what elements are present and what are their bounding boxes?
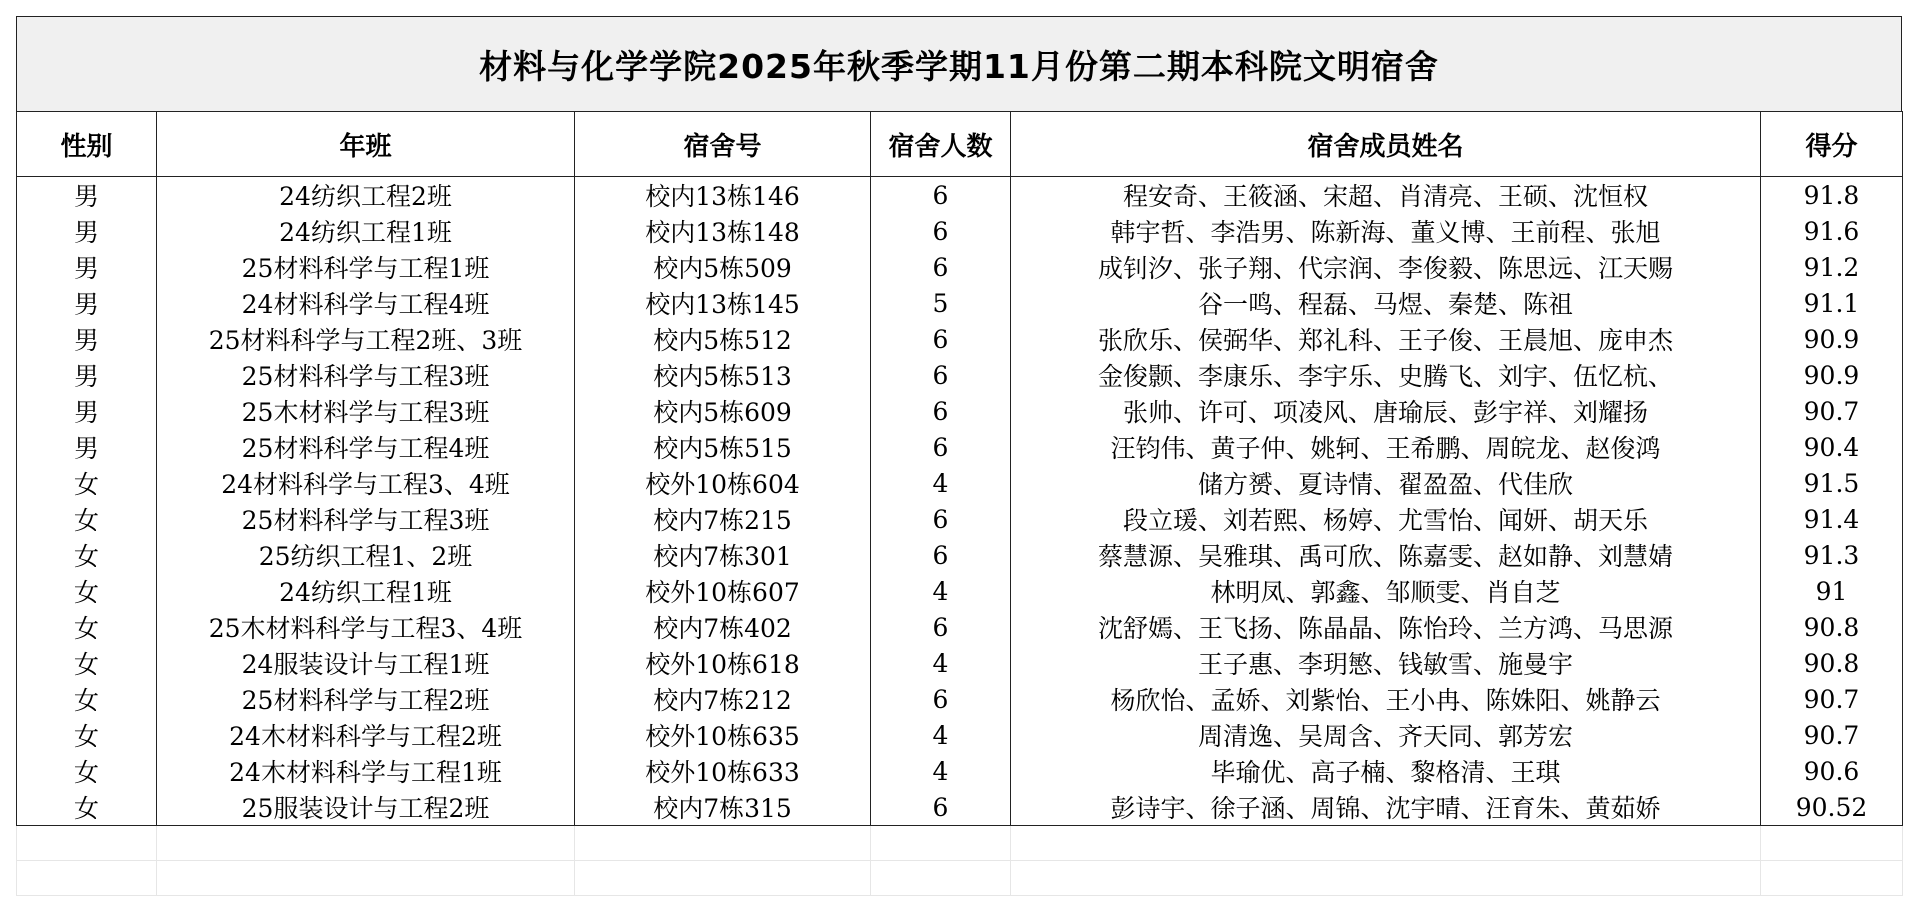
score-cell[interactable]: 91.3 bbox=[1761, 537, 1903, 573]
empty-rows bbox=[17, 826, 1903, 896]
member-names-cell[interactable]: 段立瑗、刘若熙、杨婷、尤雪怡、闻妍、胡天乐 bbox=[1011, 501, 1761, 537]
header-gender[interactable]: 性别 bbox=[17, 112, 157, 177]
dorm-number-cell[interactable]: 校内5栋512 bbox=[575, 321, 871, 357]
table-row bbox=[17, 357, 1903, 393]
score-cell[interactable]: 90.7 bbox=[1761, 681, 1903, 717]
empty-cell[interactable] bbox=[575, 826, 871, 861]
empty-cell[interactable] bbox=[17, 826, 157, 861]
member-names-cell[interactable]: 储方赟、夏诗情、翟盈盈、代佳欣 bbox=[1011, 465, 1761, 501]
dorm-number-cell[interactable]: 校内5栋515 bbox=[575, 429, 871, 465]
empty-cell[interactable] bbox=[157, 826, 575, 861]
dorm-number-cell[interactable]: 校内5栋513 bbox=[575, 357, 871, 393]
table-row bbox=[17, 609, 1903, 645]
page-title: 材料与化学学院2025年秋季学期11月份第二期本科院文明宿舍 bbox=[479, 46, 1439, 86]
class-cell[interactable]: 25服装设计与工程2班 bbox=[157, 789, 575, 826]
class-cell[interactable]: 24纺织工程2班 bbox=[157, 177, 575, 214]
class-cell[interactable]: 24服装设计与工程1班 bbox=[157, 645, 575, 681]
member-count-cell[interactable]: 6 bbox=[871, 609, 1011, 645]
class-cell[interactable]: 25材料科学与工程2班、3班 bbox=[157, 321, 575, 357]
score-cell[interactable]: 90.9 bbox=[1761, 357, 1903, 393]
empty-cell[interactable] bbox=[871, 826, 1011, 861]
score-cell[interactable]: 91.2 bbox=[1761, 249, 1903, 285]
table-row bbox=[17, 393, 1903, 429]
dorm-number-cell[interactable]: 校外10栋618 bbox=[575, 645, 871, 681]
member-names-cell[interactable]: 汪钧伟、黄子仲、姚轲、王希鹏、周皖龙、赵俊鸿 bbox=[1011, 429, 1761, 465]
empty-row bbox=[17, 826, 1903, 861]
class-cell[interactable]: 24纺织工程1班 bbox=[157, 213, 575, 249]
dorm-number-cell[interactable]: 校外10栋607 bbox=[575, 573, 871, 609]
dorm-number-cell[interactable]: 校内5栋609 bbox=[575, 393, 871, 429]
class-cell[interactable]: 25材料科学与工程2班 bbox=[157, 681, 575, 717]
dorm-number-cell[interactable]: 校内7栋301 bbox=[575, 537, 871, 573]
score-cell[interactable]: 91.1 bbox=[1761, 285, 1903, 321]
dorm-number-cell[interactable]: 校内13栋146 bbox=[575, 177, 871, 214]
member-names-cell[interactable]: 王子惠、李玥慜、钱敏雪、施曼宇 bbox=[1011, 645, 1761, 681]
score-cell[interactable]: 91.6 bbox=[1761, 213, 1903, 249]
table-row bbox=[17, 249, 1903, 285]
gender-cell[interactable]: 女 bbox=[17, 789, 157, 826]
gender-cell[interactable]: 男 bbox=[17, 357, 157, 393]
score-cell[interactable]: 91.4 bbox=[1761, 501, 1903, 537]
member-names-cell[interactable]: 杨欣怡、孟娇、刘紫怡、王小冉、陈姝阳、姚静云 bbox=[1011, 681, 1761, 717]
gender-cell[interactable]: 女 bbox=[17, 537, 157, 573]
class-cell[interactable]: 25木材料学与工程3班 bbox=[157, 393, 575, 429]
member-names-cell[interactable]: 毕瑜优、高子楠、黎格清、王琪 bbox=[1011, 753, 1761, 789]
member-names-cell[interactable]: 谷一鸣、程磊、马煜、秦楚、陈祖 bbox=[1011, 285, 1761, 321]
member-count-cell[interactable]: 6 bbox=[871, 537, 1011, 573]
member-names-cell[interactable]: 林明凤、郭鑫、邹顺雯、肖自芝 bbox=[1011, 573, 1761, 609]
empty-row bbox=[17, 861, 1903, 896]
gender-cell[interactable]: 男 bbox=[17, 429, 157, 465]
empty-cell[interactable] bbox=[157, 861, 575, 896]
empty-cell[interactable] bbox=[1011, 826, 1761, 861]
member-names-cell[interactable]: 沈舒嫣、王飞扬、陈晶晶、陈怡玲、兰方鸿、马思源 bbox=[1011, 609, 1761, 645]
table-row bbox=[17, 789, 1903, 826]
dorm-number-cell[interactable]: 校内13栋145 bbox=[575, 285, 871, 321]
dorm-number-cell[interactable]: 校内7栋215 bbox=[575, 501, 871, 537]
table-row bbox=[17, 285, 1903, 321]
gender-cell[interactable]: 男 bbox=[17, 393, 157, 429]
member-count-cell[interactable]: 4 bbox=[871, 717, 1011, 753]
member-count-cell[interactable]: 6 bbox=[871, 177, 1011, 214]
table-row bbox=[17, 573, 1903, 609]
class-cell[interactable]: 25材料科学与工程3班 bbox=[157, 501, 575, 537]
class-cell[interactable]: 24材料科学与工程3、4班 bbox=[157, 465, 575, 501]
empty-cell[interactable] bbox=[1761, 826, 1903, 861]
gender-cell[interactable]: 男 bbox=[17, 177, 157, 214]
table-row bbox=[17, 429, 1903, 465]
table-row bbox=[17, 321, 1903, 357]
dorm-number-cell[interactable]: 校外10栋635 bbox=[575, 717, 871, 753]
header-class[interactable]: 年班 bbox=[157, 112, 575, 177]
title-cell[interactable] bbox=[16, 16, 1902, 111]
score-cell[interactable]: 90.9 bbox=[1761, 321, 1903, 357]
member-names-cell[interactable]: 程安奇、王筱涵、宋超、肖清亮、王硕、沈恒权 bbox=[1011, 177, 1761, 214]
score-cell[interactable]: 90.6 bbox=[1761, 753, 1903, 789]
dorm-number-cell[interactable]: 校内5栋509 bbox=[575, 249, 871, 285]
header-row bbox=[17, 112, 1903, 177]
table-row bbox=[17, 645, 1903, 681]
dorm-number-cell[interactable]: 校内7栋315 bbox=[575, 789, 871, 826]
gender-cell[interactable]: 男 bbox=[17, 213, 157, 249]
member-count-cell[interactable]: 4 bbox=[871, 573, 1011, 609]
score-cell[interactable]: 90.8 bbox=[1761, 645, 1903, 681]
member-count-cell[interactable]: 6 bbox=[871, 429, 1011, 465]
member-count-cell[interactable]: 6 bbox=[871, 213, 1011, 249]
class-cell[interactable]: 24木材料科学与工程1班 bbox=[157, 753, 575, 789]
empty-cell[interactable] bbox=[1011, 861, 1761, 896]
table-body bbox=[17, 177, 1903, 826]
dorm-number-cell[interactable]: 校内7栋402 bbox=[575, 609, 871, 645]
score-cell[interactable]: 91 bbox=[1761, 573, 1903, 609]
dorm-number-cell[interactable]: 校外10栋633 bbox=[575, 753, 871, 789]
spreadsheet bbox=[16, 16, 1902, 896]
member-names-cell[interactable]: 周清逸、吴周含、齐天同、郭芳宏 bbox=[1011, 717, 1761, 753]
member-names-cell[interactable]: 韩宇哲、李浩男、陈新海、董义博、王前程、张旭 bbox=[1011, 213, 1761, 249]
member-count-cell[interactable]: 6 bbox=[871, 321, 1011, 357]
member-count-cell[interactable]: 6 bbox=[871, 501, 1011, 537]
score-cell[interactable]: 90.7 bbox=[1761, 393, 1903, 429]
member-count-cell[interactable]: 6 bbox=[871, 681, 1011, 717]
class-cell[interactable]: 24材料科学与工程4班 bbox=[157, 285, 575, 321]
member-count-cell[interactable]: 4 bbox=[871, 645, 1011, 681]
table-row bbox=[17, 753, 1903, 789]
empty-cell[interactable] bbox=[1761, 861, 1903, 896]
table-row bbox=[17, 537, 1903, 573]
gender-cell[interactable]: 女 bbox=[17, 681, 157, 717]
dorm-number-cell[interactable]: 校外10栋604 bbox=[575, 465, 871, 501]
gender-cell[interactable]: 女 bbox=[17, 645, 157, 681]
header-dorm-number[interactable]: 宿舍号 bbox=[575, 112, 871, 177]
table-row bbox=[17, 177, 1903, 214]
score-cell[interactable]: 90.7 bbox=[1761, 717, 1903, 753]
table-row bbox=[17, 465, 1903, 501]
score-cell[interactable]: 90.52 bbox=[1761, 789, 1903, 826]
member-count-cell[interactable]: 4 bbox=[871, 465, 1011, 501]
gender-cell[interactable]: 男 bbox=[17, 285, 157, 321]
member-names-cell[interactable]: 彭诗宇、徐子涵、周锦、沈宇晴、汪育朱、黄茹娇 bbox=[1011, 789, 1761, 826]
class-cell[interactable]: 25材料科学与工程1班 bbox=[157, 249, 575, 285]
score-cell[interactable]: 90.4 bbox=[1761, 429, 1903, 465]
header-score[interactable]: 得分 bbox=[1761, 112, 1903, 177]
header-member-names[interactable]: 宿舍成员姓名 bbox=[1011, 112, 1761, 177]
empty-cell[interactable] bbox=[575, 861, 871, 896]
dorm-number-cell[interactable]: 校内13栋148 bbox=[575, 213, 871, 249]
dormitory-table bbox=[16, 111, 1903, 896]
score-cell[interactable]: 90.8 bbox=[1761, 609, 1903, 645]
gender-cell[interactable]: 男 bbox=[17, 321, 157, 357]
member-count-cell[interactable]: 6 bbox=[871, 357, 1011, 393]
member-names-cell[interactable]: 蔡慧源、吴雅琪、禹可欣、陈嘉雯、赵如静、刘慧婧 bbox=[1011, 537, 1761, 573]
empty-cell[interactable] bbox=[17, 861, 157, 896]
gender-cell[interactable]: 男 bbox=[17, 249, 157, 285]
gender-cell[interactable]: 女 bbox=[17, 573, 157, 609]
class-cell[interactable]: 25材料科学与工程4班 bbox=[157, 429, 575, 465]
member-count-cell[interactable]: 5 bbox=[871, 285, 1011, 321]
member-names-cell[interactable]: 金俊颢、李康乐、李宇乐、史腾飞、刘宇、伍忆杭、 bbox=[1011, 357, 1761, 393]
class-cell[interactable]: 25木材料科学与工程3、4班 bbox=[157, 609, 575, 645]
gender-cell[interactable]: 女 bbox=[17, 501, 157, 537]
member-names-cell[interactable]: 成钊汐、张子翔、代宗润、李俊毅、陈思远、江天赐 bbox=[1011, 249, 1761, 285]
gender-cell[interactable]: 女 bbox=[17, 753, 157, 789]
table-row bbox=[17, 681, 1903, 717]
gender-cell[interactable]: 女 bbox=[17, 609, 157, 645]
gender-cell[interactable]: 女 bbox=[17, 717, 157, 753]
table-row bbox=[17, 717, 1903, 753]
table-row bbox=[17, 213, 1903, 249]
class-cell[interactable]: 25材料科学与工程3班 bbox=[157, 357, 575, 393]
member-count-cell[interactable]: 6 bbox=[871, 789, 1011, 826]
class-cell[interactable]: 25纺织工程1、2班 bbox=[157, 537, 575, 573]
member-count-cell[interactable]: 6 bbox=[871, 249, 1011, 285]
member-count-cell[interactable]: 6 bbox=[871, 393, 1011, 429]
score-cell[interactable]: 91.5 bbox=[1761, 465, 1903, 501]
empty-cell[interactable] bbox=[871, 861, 1011, 896]
dorm-number-cell[interactable]: 校内7栋212 bbox=[575, 681, 871, 717]
table-row bbox=[17, 501, 1903, 537]
member-count-cell[interactable]: 4 bbox=[871, 753, 1011, 789]
gender-cell[interactable]: 女 bbox=[17, 465, 157, 501]
member-names-cell[interactable]: 张欣乐、侯弼华、郑礼科、王子俊、王晨旭、庞申杰 bbox=[1011, 321, 1761, 357]
score-cell[interactable]: 91.8 bbox=[1761, 177, 1903, 214]
class-cell[interactable]: 24木材料科学与工程2班 bbox=[157, 717, 575, 753]
header-member-count[interactable]: 宿舍人数 bbox=[871, 112, 1011, 177]
member-names-cell[interactable]: 张帅、许可、项凌风、唐瑜辰、彭宇祥、刘耀扬 bbox=[1011, 393, 1761, 429]
class-cell[interactable]: 24纺织工程1班 bbox=[157, 573, 575, 609]
